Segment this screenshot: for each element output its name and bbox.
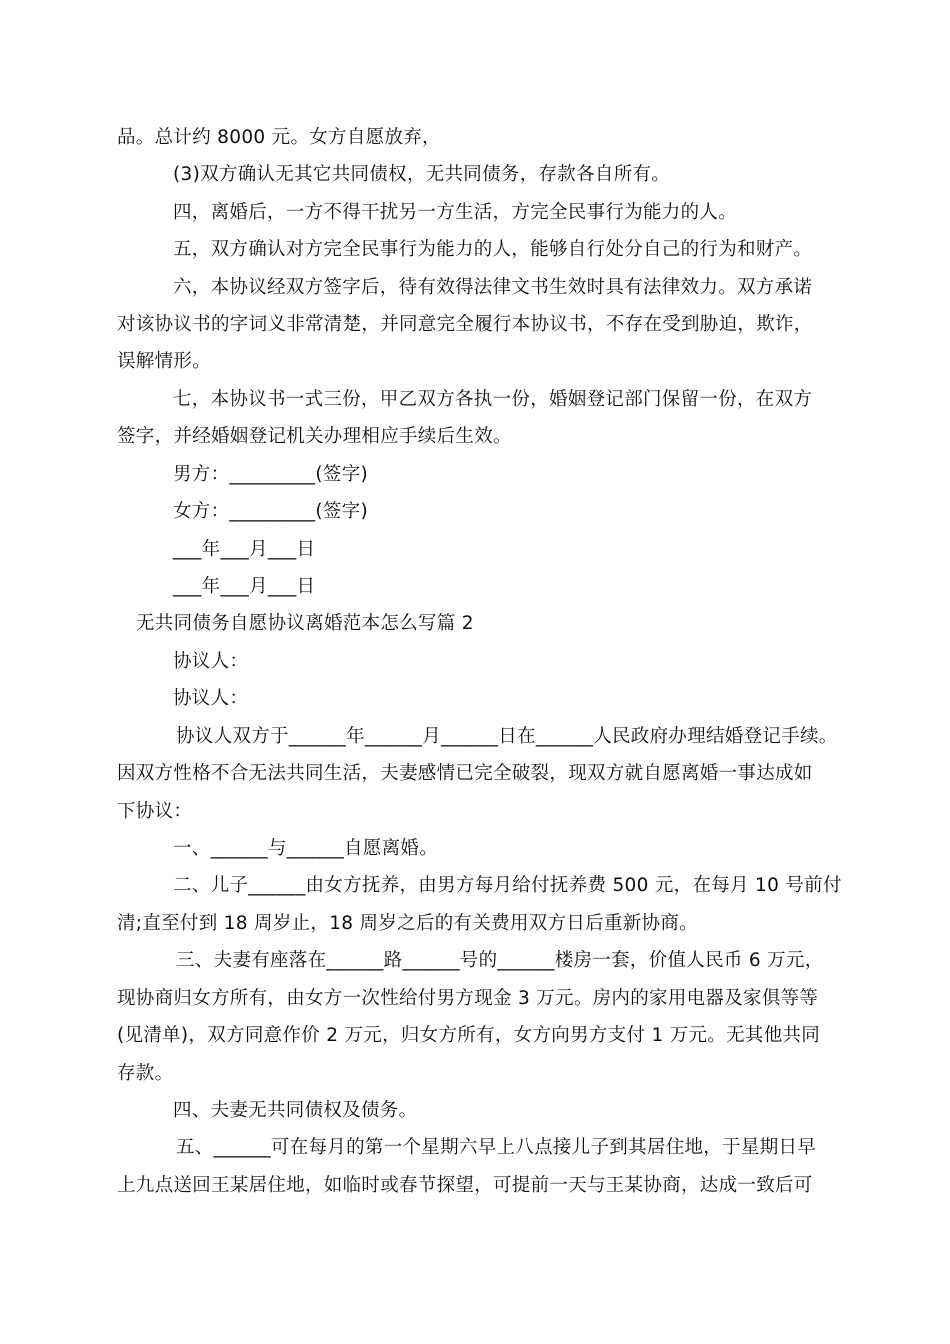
date-line: ___年___月___日 [173,576,316,597]
text-line: 误解情形。 [117,351,212,372]
text-line: 三、夫妻有座落在______路______号的______楼房一套，价值人民币 6 万元， [176,950,824,971]
text-line: 一、______与______自愿离婚。 [173,838,439,859]
text-line: 因双方性格不合无法共同生活，夫妻感情已完全破裂，现双方就自愿离婚一事达成如 [117,763,813,784]
date-line: ___年___月___日 [173,539,316,560]
text-line: 下协议： [117,801,193,822]
text-line: (3)双方确认无其它共同债权，无共同债务，存款各自所有。 [173,164,671,185]
text-line: 协议人： [173,688,249,709]
text-line: 上九点送回王某居住地，如临时或春节探望，可提前一天与王某协商，达成一致后可 [117,1175,813,1196]
text-line: 四、夫妻无共同债权及债务。 [173,1100,418,1121]
text-line: 签字，并经婚姻登记机关办理相应手续后生效。 [117,426,512,447]
text-line: 六，本协议经双方签字后，待有效得法律文书生效时具有法律效力。双方承诺 [173,277,813,298]
text-line: 存款。 [117,1063,174,1084]
text-line: 二、儿子______由女方抚养，由男方每月给付抚养费 500 元，在每月 10 号前付 [173,875,842,896]
text-line: 四，离婚后，一方不得干扰另一方生活，方完全民事行为能力的人。 [173,202,738,223]
text-line: 五、______可在每月的第一个星期六早上八点接儿子到其居住地，于星期日早 [176,1137,817,1158]
text-line: 现协商归女方所有，由女方一次性给付男方现金 3 万元。房内的家用电器及家俱等等 [117,988,819,1009]
text-line: 品。总计约 8000 元。女方自愿放弃， [117,127,441,148]
text-line: 协议人双方于______年______月______日在______人民政府办理结婚登记手续。 [176,726,838,747]
text-line: 对该协议书的字词义非常清楚，并同意完全履行本协议书，不存在受到胁迫，欺诈， [117,314,813,335]
text-line: (见清单)，双方同意作价 2 万元，归女方所有，女方向男方支付 1 万元。无其他共同 [117,1025,821,1046]
signature-line-male: 男方：_________(签字) [173,464,368,485]
text-line: 清;直至付到 18 周岁止，18 周岁之后的有关费用双方日后重新协商。 [117,913,698,934]
signature-line-female: 女方：_________(签字) [173,501,368,522]
text-line: 协议人： [173,651,249,672]
text-line: 五，双方确认对方完全民事行为能力的人，能够自行处分自己的行为和财产。 [173,239,813,260]
text-line: 七，本协议书一式三份，甲乙双方各执一份，婚姻登记部门保留一份，在双方 [173,389,813,410]
section-heading: 无共同债务自愿协议离婚范本怎么写篇 2 [136,613,474,634]
